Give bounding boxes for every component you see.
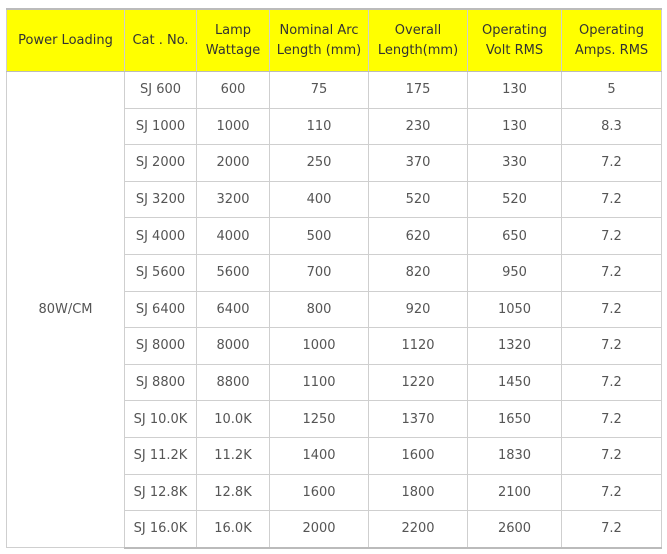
amps-rms-cell: 7.2 (562, 328, 662, 365)
arc-length-cell: 1400 (270, 437, 369, 474)
amps-rms-cell: 7.2 (562, 291, 662, 328)
volt-rms-cell: 1650 (468, 401, 562, 438)
overall-length-cell: 920 (369, 291, 468, 328)
amps-rms-cell: 7.2 (562, 474, 662, 511)
amps-rms-cell: 5 (562, 72, 662, 109)
arc-length-cell: 110 (270, 108, 369, 145)
amps-rms-cell: 8.3 (562, 108, 662, 145)
lamp-wattage-cell: 600 (197, 72, 270, 109)
arc-length-cell: 1000 (270, 328, 369, 365)
amps-rms-cell: 7.2 (562, 145, 662, 182)
overall-length-cell: 230 (369, 108, 468, 145)
header-cat-no: Cat . No. (125, 9, 197, 72)
lamp-wattage-cell: 11.2K (197, 437, 270, 474)
volt-rms-cell: 2100 (468, 474, 562, 511)
header-lamp-wattage: Lamp Wattage (197, 9, 270, 72)
header-operating-amps: Operating Amps. RMS (562, 9, 662, 72)
lamp-wattage-cell: 8800 (197, 364, 270, 401)
arc-length-cell: 250 (270, 145, 369, 182)
overall-length-cell: 820 (369, 254, 468, 291)
lamp-wattage-cell: 16.0K (197, 511, 270, 548)
amps-rms-cell: 7.2 (562, 364, 662, 401)
header-operating-volt: Operating Volt RMS (468, 9, 562, 72)
lamp-wattage-cell: 1000 (197, 108, 270, 145)
arc-length-cell: 1250 (270, 401, 369, 438)
lamp-wattage-cell: 10.0K (197, 401, 270, 438)
cat-no-cell: SJ 8000 (125, 328, 197, 365)
cat-no-cell: SJ 5600 (125, 254, 197, 291)
volt-rms-cell: 1320 (468, 328, 562, 365)
cat-no-cell: SJ 6400 (125, 291, 197, 328)
cat-no-cell: SJ 12.8K (125, 474, 197, 511)
amps-rms-cell: 7.2 (562, 437, 662, 474)
arc-length-cell: 75 (270, 72, 369, 109)
overall-length-cell: 1120 (369, 328, 468, 365)
amps-rms-cell: 7.2 (562, 181, 662, 218)
table-row (7, 72, 662, 109)
arc-length-cell: 400 (270, 181, 369, 218)
lamp-wattage-cell: 5600 (197, 254, 270, 291)
volt-rms-cell: 520 (468, 181, 562, 218)
overall-length-cell: 620 (369, 218, 468, 255)
overall-length-cell: 175 (369, 72, 468, 109)
table-body (7, 72, 662, 548)
overall-length-cell: 1220 (369, 364, 468, 401)
volt-rms-cell: 130 (468, 72, 562, 109)
volt-rms-cell: 1830 (468, 437, 562, 474)
lamp-wattage-cell: 2000 (197, 145, 270, 182)
header-row (7, 9, 662, 72)
header-power-loading: Power Loading (7, 9, 125, 72)
cat-no-cell: SJ 1000 (125, 108, 197, 145)
arc-length-cell: 700 (270, 254, 369, 291)
amps-rms-cell: 7.2 (562, 218, 662, 255)
lamp-wattage-cell: 4000 (197, 218, 270, 255)
lamp-wattage-cell: 6400 (197, 291, 270, 328)
volt-rms-cell: 330 (468, 145, 562, 182)
arc-length-cell: 1100 (270, 364, 369, 401)
volt-rms-cell: 650 (468, 218, 562, 255)
cat-no-cell: SJ 2000 (125, 145, 197, 182)
cat-no-cell: SJ 11.2K (125, 437, 197, 474)
amps-rms-cell: 7.2 (562, 254, 662, 291)
volt-rms-cell: 1050 (468, 291, 562, 328)
cat-no-cell: SJ 4000 (125, 218, 197, 255)
volt-rms-cell: 950 (468, 254, 562, 291)
overall-length-cell: 520 (369, 181, 468, 218)
lamp-wattage-cell: 8000 (197, 328, 270, 365)
lamp-wattage-cell: 12.8K (197, 474, 270, 511)
cat-no-cell: SJ 8800 (125, 364, 197, 401)
cat-no-cell: SJ 10.0K (125, 401, 197, 438)
volt-rms-cell: 1450 (468, 364, 562, 401)
header-overall-length: Overall Length(mm) (369, 9, 468, 72)
volt-rms-cell: 130 (468, 108, 562, 145)
lamp-spec-table (6, 8, 662, 549)
amps-rms-cell: 7.2 (562, 511, 662, 548)
arc-length-cell: 1600 (270, 474, 369, 511)
lamp-wattage-cell: 3200 (197, 181, 270, 218)
amps-rms-cell: 7.2 (562, 401, 662, 438)
cat-no-cell: SJ 3200 (125, 181, 197, 218)
header-nominal-arc-length: Nominal Arc Length (mm) (270, 9, 369, 72)
arc-length-cell: 2000 (270, 511, 369, 548)
arc-length-cell: 500 (270, 218, 369, 255)
arc-length-cell: 800 (270, 291, 369, 328)
overall-length-cell: 1370 (369, 401, 468, 438)
cat-no-cell: SJ 600 (125, 72, 197, 109)
overall-length-cell: 2200 (369, 511, 468, 548)
overall-length-cell: 370 (369, 145, 468, 182)
volt-rms-cell: 2600 (468, 511, 562, 548)
power-loading-cell: 80W/CM (7, 72, 125, 548)
overall-length-cell: 1800 (369, 474, 468, 511)
cat-no-cell: SJ 16.0K (125, 511, 197, 548)
overall-length-cell: 1600 (369, 437, 468, 474)
